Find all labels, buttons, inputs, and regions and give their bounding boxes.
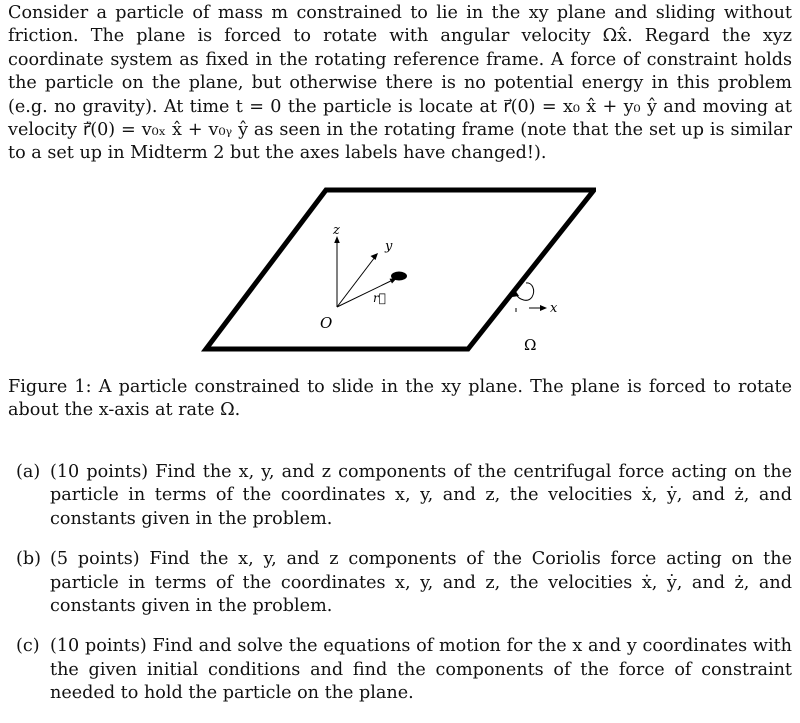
part-text: (5 points) Find the x, y, and z components of the Coriolis force acting on the particle in terms of the coordinates x, y, and z, the velocities ẋ, ẏ, and ż, and constants given in the problem. [50,549,792,617]
question-part-c [16,635,792,705]
question-part-a [16,461,792,531]
part-label: (a) [16,462,41,482]
x-axis-arrowhead [540,305,547,311]
y-axis-label: y [385,239,393,254]
part-text: (10 points) Find and solve the equations of motion for the x and y coordinates with the given initial conditions and find the components of the force of constraint needed to hold the particle on the plane. [50,636,792,704]
problem-intro: Consider a particle of mass m constrained to lie in the xy plane and sliding without friction. The plane is forced to rotate with angular velocity Ωx̂. Regard the xyz coordinate system as fixed in the rotating reference frame. A force of constraint holds the particle on the plane, but otherwise there is no potential energy in this problem (e.g. no gravity). At time t = 0 the particle is locate at r⃗(0) = x₀ x̂ + y₀ ŷ and moving at velocity r⃗̇(0) = v₀ₓ x̂ + v₀ᵧ ŷ as seen in the rotating frame (note that the set up is similar to a set up in Midterm 2 but the axes labels have changed!). [8,3,792,164]
omega-label: Ω [524,336,537,354]
y-axis-arrowhead [371,253,379,260]
particle [391,272,407,281]
part-label: (b) [16,549,41,570]
r-vector-label: r⃗ [373,291,386,305]
rotating-plane-figure [196,186,596,366]
part-text: (10 points) Find the x, y, and z components of the centrifugal force acting on the particle in terms of the coordinates x, y, and z, the velocities ẋ, ẏ, and ż, and constants given in the problem. [50,462,792,529]
origin-label: O [320,314,333,332]
question-parts [16,461,792,723]
z-axis-label: z [333,223,340,238]
plane-parallelogram [206,190,594,349]
r-vector [337,278,397,307]
figure-caption: Figure 1: A particle constrained to slide in the xy plane. The plane is forced to rotate about the x-axis at rate Ω. [8,377,792,421]
y-axis [337,257,375,307]
part-label: (c) [16,636,40,657]
x-axis-label: x [550,301,558,316]
question-part-b [16,548,792,618]
